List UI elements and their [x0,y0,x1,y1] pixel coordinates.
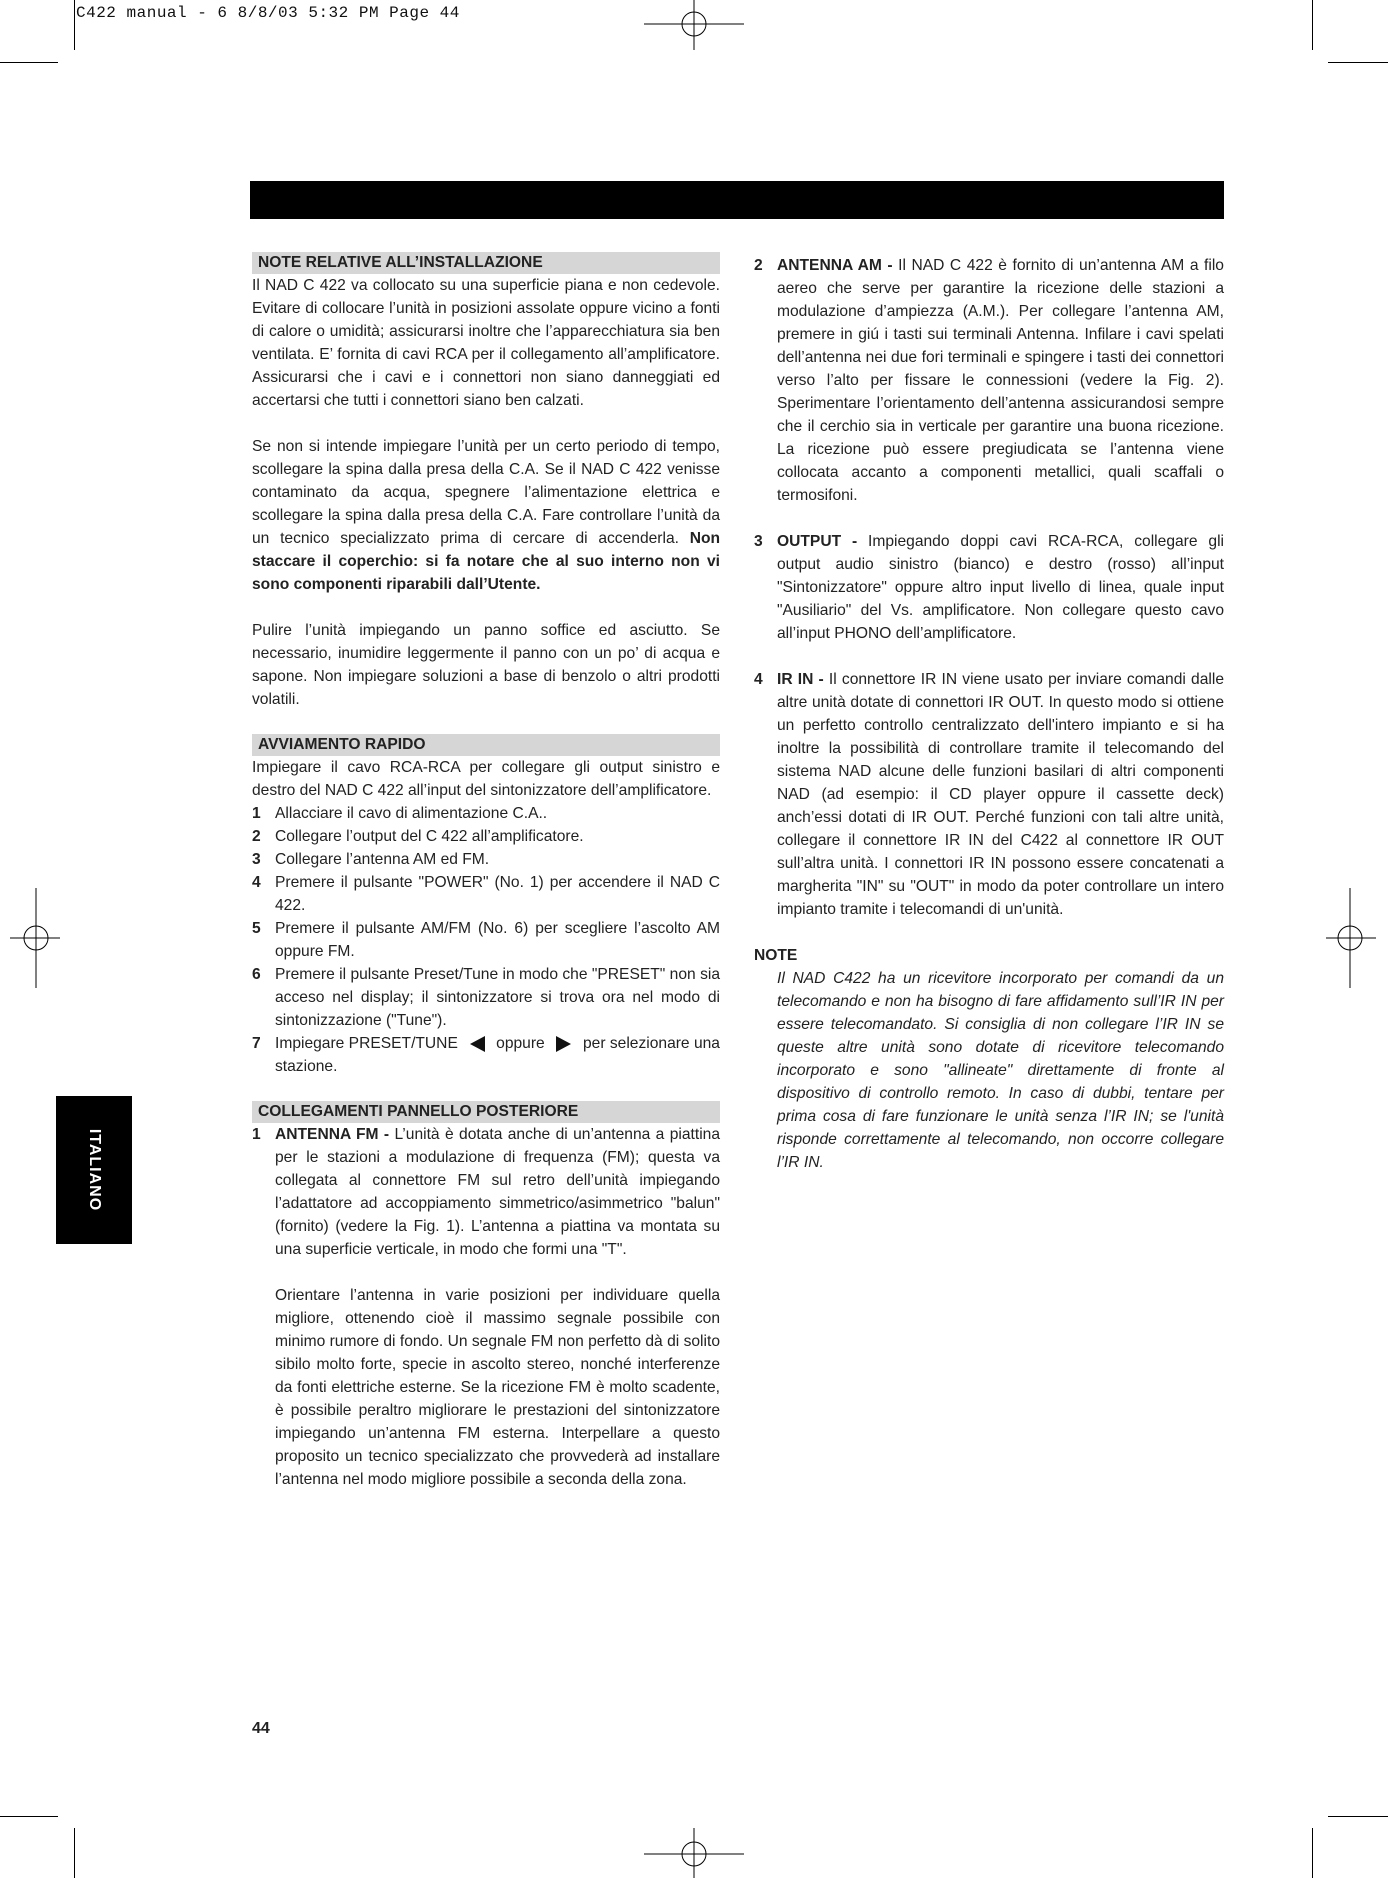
crop-mark [1328,1816,1388,1817]
section-heading-rear-panel: COLLEGAMENTI PANNELLO POSTERIORE [252,1101,720,1123]
crop-mark [0,62,58,63]
language-tab [56,1096,132,1244]
list-item: 3 OUTPUT - Impiegando doppi cavi RCA-RCA, collegare gli output audio sinistro (bianco) e destro (rosso) all’input "Sintonizzatore" oppure altro input livello di linea, quale input "Ausiliario" del Vs. amplificatore. Non collegare questo cavo all’input PHONO dell’amplificatore. [754,533,1224,642]
right-arrow-icon [556,1036,571,1052]
install-paragraph-1: Il NAD C 422 va collocato su una superficie piana e non cedevole. Evitare di collocare l’unità in posizioni assolate oppure vicino a fonti di calore o umidità; assicurarsi inoltre che l’apparecchiatura sia ben ventilata. E’ fornita di cavi RCA per il collegamento all’amplificatore. Assicurarsi che i cavi e i connettori non siano danneggiati ed accertarsi che tutti i connettori siano ben calzati. [252,277,720,409]
registration-mark-right [1326,888,1376,988]
registration-mark-top [644,0,744,50]
rear-panel-list [252,1123,720,1491]
note-body: Il NAD C422 ha un ricevitore incorporato per comandi da un telecomando e non ha bisogno di fare affidamento sull’IR IN per essere telecomandato. Si consiglia di non collegare l’IR IN se queste altre unità sono dotate di ricevitore telecomando incorporato e sono "allineate" direttamente di fronte al dispositivo di controllo remoto. In caso di dubbi, tentare per prima cosa di fare funzionare le unità senza l’IR IN; se l'unità risponde correttamente al telecomando, non occorre collegare l’IR IN. [777,970,1224,1171]
list-item: 4 Premere il pulsante "POWER" (No. 1) per accendere il NAD C 422. [252,874,720,914]
list-item: 1 ANTENNA FM - L’unità è dotata anche di un’antenna a piattina per le stazioni a modulazione di frequenza (FM); questa va collegata al connettore FM sul retro dell’unità impiegando l’adattatore ad accoppiamento simmetrico/asimmetrico "balun" (fornito) (vedere la Fig. 1). L’antenna a piattina va montata su una superficie verticale, in modo che formi una "T". Orientare l’antenna in varie posizioni per individuare quella migliore, ottenendo cioè il massimo segnale possibile con minimo rumore di fondo. Un segnale FM non perfetto dà di solito sibilo molto forte, specie in ascolto stereo, nonché interferenze da fonti elettriche esterne. Se la ricezione FM è molto scadente, è possibile peraltro migliorare le prestazioni del sintonizzatore impiegando un’antenna FM esterna. Interpellare a questo proposito un tecnico specializzato che provvederà ad installare l’antenna nel modo migliore possibile a seconda della zona. [252,1126,721,1488]
crop-mark [74,1828,75,1878]
crop-mark [1312,1828,1313,1878]
list-item: 6 Premere il pulsante Preset/Tune in modo che "PRESET" non sia acceso nel display; il sintonizzatore si trova ora nel modo di sintonizzazione ("Tune"). [252,966,720,1029]
list-item: 1 Allacciare il cavo di alimentazione C.A.. [252,805,548,822]
list-item: 2 Collegare l’output del C 422 all’amplificatore. [252,828,584,845]
note-title: NOTE [754,947,798,964]
quick-start-steps [252,802,720,1078]
crop-mark [1312,0,1313,50]
list-item: 5 Premere il pulsante AM/FM (No. 6) per scegliere l’ascolto AM oppure FM. [252,920,720,960]
list-item: 7 Impiegare PRESET/TUNE oppure per selezionare una stazione. [252,1035,720,1075]
section-heading-quick-start: AVVIAMENTO RAPIDO [252,734,720,756]
page-number: 44 [252,1720,270,1737]
section-heading-installation: NOTE RELATIVE ALL’INSTALLAZIONE [252,252,720,274]
left-column [252,252,720,1491]
printer-slug: C422 manual - 6 8/8/03 5:32 PM Page 44 [76,4,460,22]
install-paragraph-3: Pulire l’unità impiegando un panno soffice ed asciutto. Se necessario, inumidire leggermente il panno con un po’ di acqua e sapone. Non impiegare soluzioni a base di benzolo o altri prodotti volatili. [252,622,720,708]
language-tab-label: ITALIANO [86,1128,104,1212]
registration-mark-left [10,888,60,988]
crop-mark [0,1816,58,1817]
list-item: 3 Collegare l’antenna AM ed FM. [252,851,490,868]
list-item: 2 ANTENNA AM - Il NAD C 422 è fornito di un’antenna AM a filo aereo che serve per garantire la ricezione delle stazioni a modulazione d’ampiezza (A.M.). Per collegare l’antenna AM, premere in giú i tasti sui terminali Antenna. Infilare i cavi spelati dell’antenna nei due fori terminali e spingere i tasti dei connettori verso l’alto per fissare le connessioni (vedere la Fig. 2). Sperimentare l’orientamento dell’antenna assicurandosi sempre che il cerchio sia in verticale per garantire una buona ricezione. La ricezione può essere pregiudicata se l’antenna viene collocata accanto a componenti metallici, quali scaffali o termosifoni. [754,257,1224,504]
registration-mark-bottom [644,1828,744,1878]
install-paragraph-2: Se non si intende impiegare l’unità per un certo periodo di tempo, scollegare la spina dalla presa della C.A. Se il NAD C 422 venisse contaminato da acqua, spegnere l’alimentazione elettrica e scollegare la spina dalla presa della C.A. Fare controllare l’unità da un tecnico specializzato prima di cercare di accenderla. Non staccare il coperchio: si fa notare che al suo interno non vi sono componenti riparabili dall’Utente. [252,438,720,593]
quick-start-intro: Impiegare il cavo RCA-RCA per collegare gli output sinistro e destro del NAD C 422 all’input del sintonizzatore dell’amplificatore. [252,759,720,799]
list-item: 4 IR IN - Il connettore IR IN viene usato per inviare comandi dalle altre unità dotate di connettori IR OUT. In questo modo si ottiene un perfetto controllo centralizzato dell'intero impianto e si ha inoltre la possibilità di controllare tramite il telecomando del sistema NAD alcune delle funzioni basilari di altri componenti NAD (ad esempio: il CD player oppure il cassette deck) anch’essi dotati di IR OUT. Perché funzioni con tali altre unità, collegare il connettore IR IN del C422 al connettore IR OUT sull’altra unità. I connettori IR IN possono essere concatenati a margherita "IN" su "OUT" in modo da poter controllare un intero impianto tramite i telecomandi di un'unità. [754,671,1224,918]
crop-mark [74,0,75,50]
crop-mark [1328,62,1388,63]
header-bar [250,181,1224,219]
left-arrow-icon [470,1036,485,1052]
right-column [754,254,1224,1174]
rear-panel-list-continued [754,254,1224,507]
